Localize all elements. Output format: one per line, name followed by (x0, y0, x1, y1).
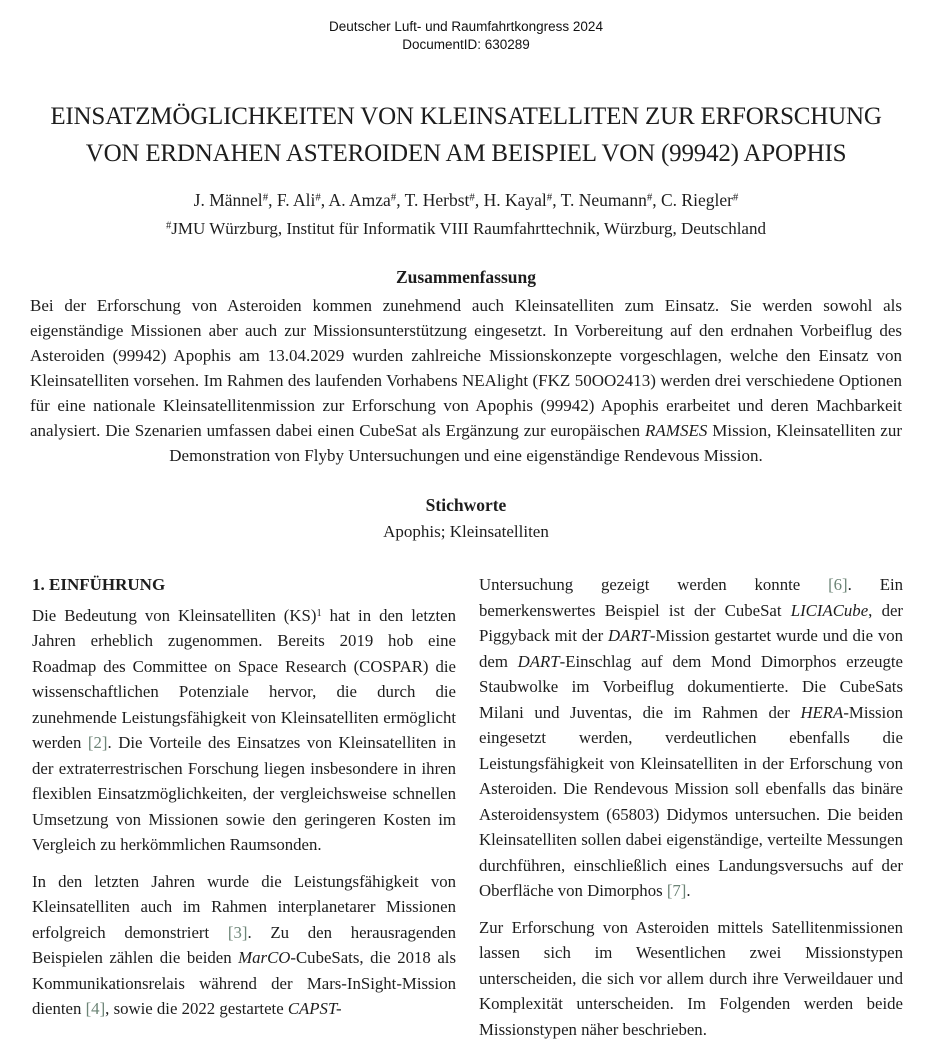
paper-title-line2: VON ERDNAHEN ASTEROIDEN AM BEISPIEL VON (99942) APOPHIS (0, 135, 932, 172)
left-column (32, 572, 456, 1042)
document-id: DocumentID: 630289 (0, 36, 932, 54)
conference-header (0, 0, 932, 54)
paper-title (0, 98, 932, 172)
paper-title-line1: EINSATZMÖGLICHKEITEN VON KLEINSATELLITEN ZUR ERFORSCHUNG (0, 98, 932, 135)
abstract-text: Bei der Erforschung von Asteroiden kommen zunehmend auch Kleinsatelliten zum Einsatz. Sie werden sowohl als eigenständige Missionen aber auch zur Missionsunterstützung eingesetzt. In Vorbereitung auf den erdnahen Vorbeiflug des Asteroiden (99942) Apophis am 13.04.2029 wurden zahlreiche Missionskonzepte vorgeschlagen, welche den Einsatz von Kleinsatelliten vorsehen. Im Rahmen des laufenden Vorhabens NEAlight (FKZ 50OO2413) werden drei verschiedene Optionen für eine nationale Kleinsatellitenmission zur Erforschung von Apophis (99942) Apophis erarbeitet und deren Machbarkeit analysiert. Die Szenarien umfassen dabei einen CubeSat als Ergänzung zur europäischen RAMSES Mission, Kleinsatelliten zur Demonstration von Flyby Untersuchungen und eine eigenständige Rendevous Mission. (30, 293, 902, 468)
affiliation-line: #JMU Würzburg, Institut für Informatik VIII Raumfahrttechnik, Würzburg, Deutschland (0, 217, 932, 240)
left-paragraph-2: In den letzten Jahren wurde die Leistungsfähigkeit von Kleinsatelliten auch im Rahmen interplanetarer Missionen erfolgreich demonstriert [3]. Zu den herausragenden Beispielen zählen die beiden MarCO-CubeSats, die 2018 als Kommunikationsrelais während der Mars-InSight-Mission dienten [4], sowie die 2022 gestartete CAPST- (32, 869, 456, 1022)
keywords-heading: Stichworte (0, 494, 932, 516)
right-column (479, 572, 903, 1042)
abstract-heading: Zusammenfassung (0, 266, 932, 288)
authors-line: J. Männel#, F. Ali#, A. Amza#, T. Herbst#, H. Kayal#, T. Neumann#, C. Riegler# (0, 188, 932, 212)
right-paragraph-1: Untersuchung gezeigt werden konnte [6]. Ein bemerkenswertes Beispiel ist der CubeSat LICIACube, der Piggyback mit der DART-Mission gestartet wurde und die von dem DART-Einschlag auf dem Mond Dimorphos erzeugte Staubwolke im Vorbeiflug dokumentierte. Die CubeSats Milani und Juventas, die im Rahmen der HERA-Mission eingesetzt werden, verdeutlichen ebenfalls die Leistungsfähigkeit von Kleinsatelliten in der Erforschung von Asteroiden. Die Rendevous Mission soll ebenfalls das binäre Asteroidensystem (65803) Didymos untersuchen. Die beiden Kleinsatelliten sollen dabei eigenständige, verteilte Messungen durchführen, einschließlich eines Landungsversuchs auf der Oberfläche von Dimorphos [7]. (479, 572, 903, 904)
right-paragraph-2: Zur Erforschung von Asteroiden mittels Satellitenmissionen lassen sich im Wesentlichen zwei Missionstypen unterscheiden, die sich vor allem durch ihre Verweildauer und Komplexität unterscheiden. Im Folgenden werden beide Missionstypen näher beschrieben. (479, 915, 903, 1042)
body-columns (32, 572, 903, 1042)
section-1-heading: 1. EINFÜHRUNG (32, 572, 456, 598)
keywords-text: Apophis; Kleinsatelliten (0, 520, 932, 543)
left-paragraph-1: Die Bedeutung von Kleinsatelliten (KS)$^1$ hat in den letzten Jahren erheblich zugenommen. Bereits 2019 hob eine Roadmap des Committee on Space Research (COSPAR) die wissenschaftlichen Potenziale hervor, die durch die zunehmende Leistungsfähigkeit von Kleinsatelliten ermöglicht werden [2]. Die Vorteile des Einsatzes von Kleinsatelliten in der extraterrestrischen Forschung liegen insbesondere in ihren flexiblen Einsatzmöglichkeiten, der vergleichsweise schnellen Umsetzung von Missionen sowie den geringeren Kosten im Vergleich zu herkömmlichen Raumsonden. (32, 603, 456, 858)
congress-name: Deutscher Luft- und Raumfahrtkongress 2024 (0, 18, 932, 36)
